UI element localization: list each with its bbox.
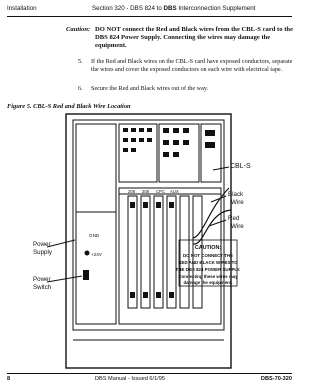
manual-issue: DBS Manual - Issued 6/1/95 [95, 376, 165, 382]
label-slot-aux: AUX [170, 189, 179, 194]
figure-caption: Figure 5. CBL-S Red and Black Wire Location [7, 103, 131, 110]
label-black-wire-1: Black [228, 191, 244, 198]
label-cbl-s: CBL-S [230, 163, 251, 170]
label-power-supply-1: Power [33, 241, 51, 248]
diagram-caution-line-1: DO NOT CONNECT THE [182, 253, 234, 258]
page-footer [7, 373, 292, 384]
step-number: 6. [78, 85, 83, 92]
label-black-wire-2: Wire [231, 199, 244, 206]
step-number: 5. [78, 58, 83, 65]
label-red-wire-1: Red [228, 215, 240, 222]
document-number: DBS-70-320 [260, 376, 292, 382]
step-text: If the Red and Black wires on the CBL-S card have exposed conductors, separate the wires and cover the exposed conductors on each wire with electrical tape. [91, 58, 293, 73]
diagram-caution-line-5: damage the equipment. [183, 280, 233, 285]
label-red-wire-2: Wire [231, 223, 244, 230]
header-title-prefix: Section 320 - DBS 824 to [92, 5, 164, 12]
cbl-s-wire-diagram [33, 112, 268, 374]
caution-text: DO NOT connect the Red and Black wires from the CBL-S card to the DBS 824 Power Supply. Connecting the wires may damage the equipment. [95, 26, 293, 50]
label-slot-cpc: CPC [156, 189, 165, 194]
diagram-caution-line-2: RED AND BLACK WIRES TO [178, 260, 238, 265]
label-power-switch-1: Power [33, 276, 51, 283]
label-gnd: GND [89, 233, 100, 238]
header-title [92, 5, 255, 12]
diagram-caution-title: CAUTION: [194, 245, 222, 251]
diagram-caution-line-4: Connecting these wires may [178, 274, 238, 279]
label-power-switch-2: Switch [33, 284, 52, 291]
header-title-suffix: Interconnection Supplement [176, 5, 256, 12]
page-header [7, 4, 292, 17]
caution-label: Caution: [66, 26, 91, 33]
section-label: Installation [7, 5, 37, 12]
diagram-caution-line-3: THE DBS 824 POWER SUPPLY. [175, 267, 241, 272]
label-slot-208b: 208 [142, 189, 149, 194]
header-title-bold: DBS [163, 5, 177, 12]
label-slot-208a: 208 [128, 189, 135, 194]
step-text: Secure the Red and Black wires out of the way. [91, 85, 209, 92]
label-power-supply-2: Supply [33, 249, 52, 256]
page-number: 8 [7, 376, 11, 382]
label-24v: +24V [91, 252, 102, 257]
